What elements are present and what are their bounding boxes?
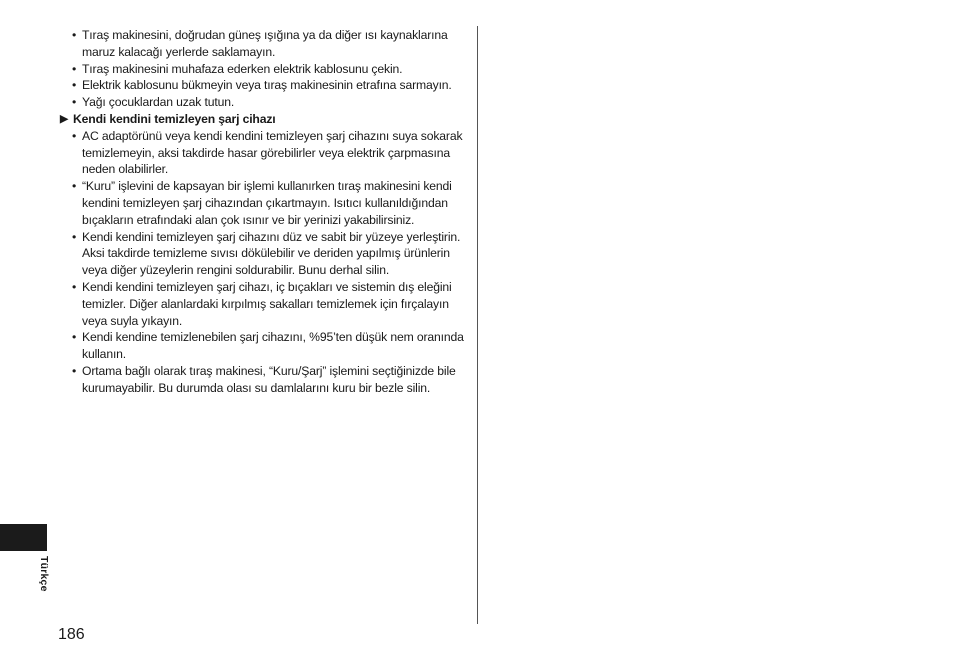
list-item: • Tıraş makinesini muhafaza ederken elektrik kablosunu çekin. [60,61,468,78]
list-item: • Ortama bağlı olarak tıraş makinesi, “Kuru/Şarj” işlemini seçtiğinizde bile kurumayabilir. Bu durumda olası su damlalarını kuru bir bezle silin. [60,363,468,397]
list-item: • Yağı çocuklardan uzak tutun. [60,94,468,111]
list-item: • AC adaptörünü veya kendi kendini temizleyen şarj cihazını suya sokarak temizlemeyin, aksi takdirde hasar görebilirler veya elektrik çarpmasına neden olabilirler. [60,128,468,178]
list-item: • Tıraş makinesini, doğrudan güneş ışığına ya da diğer ısı kaynaklarına maruz kalacağı yerlerde saklamayın. [60,27,468,61]
language-tab [0,524,47,551]
list-item: • Kendi kendine temizlenebilen şarj cihazını, %95’ten düşük nem oranında kullanın. [60,329,468,363]
list-item: • “Kuru” işlevini de kapsayan bir işlemi kullanırken tıraş makinesini kendi kendini temizleyen şarj cihazından çıkartmayın. Isıtıcı kullanıldığından bıçakların etrafındaki alan çok ısınır ve bir yerinizi yakabilirsiniz. [60,178,468,228]
bullet-list-charger [60,128,468,397]
list-item: • Kendi kendini temizleyen şarj cihazını düz ve sabit bir yüzeye yerleştirin. Aksi takdirde temizleme sıvısı dökülebilir ve deriden yapılmış ürünlerin veya diğer yüzeylerin rengini soldurabilir. Bunu derhal silin. [60,229,468,279]
left-column [60,27,468,397]
column-divider [477,26,478,624]
list-item: • Elektrik kablosunu bükmeyin veya tıraş makinesinin etrafına sarmayın. [60,77,468,94]
section-heading [60,111,468,128]
triangle-marker-icon: ▶ [60,112,68,125]
bullet-list-storage [60,27,468,111]
section-heading-text: Kendi kendini temizleyen şarj cihazı [73,111,276,126]
language-label: Türkçe [38,556,50,592]
page-number: 186 [58,626,85,643]
list-item: • Kendi kendini temizleyen şarj cihazı, iç bıçakları ve sistemin dış eleğini temizler. Diğer alanlardaki kırpılmış sakalları temizlemek için fırçalayın veya suyla yıkayın. [60,279,468,329]
